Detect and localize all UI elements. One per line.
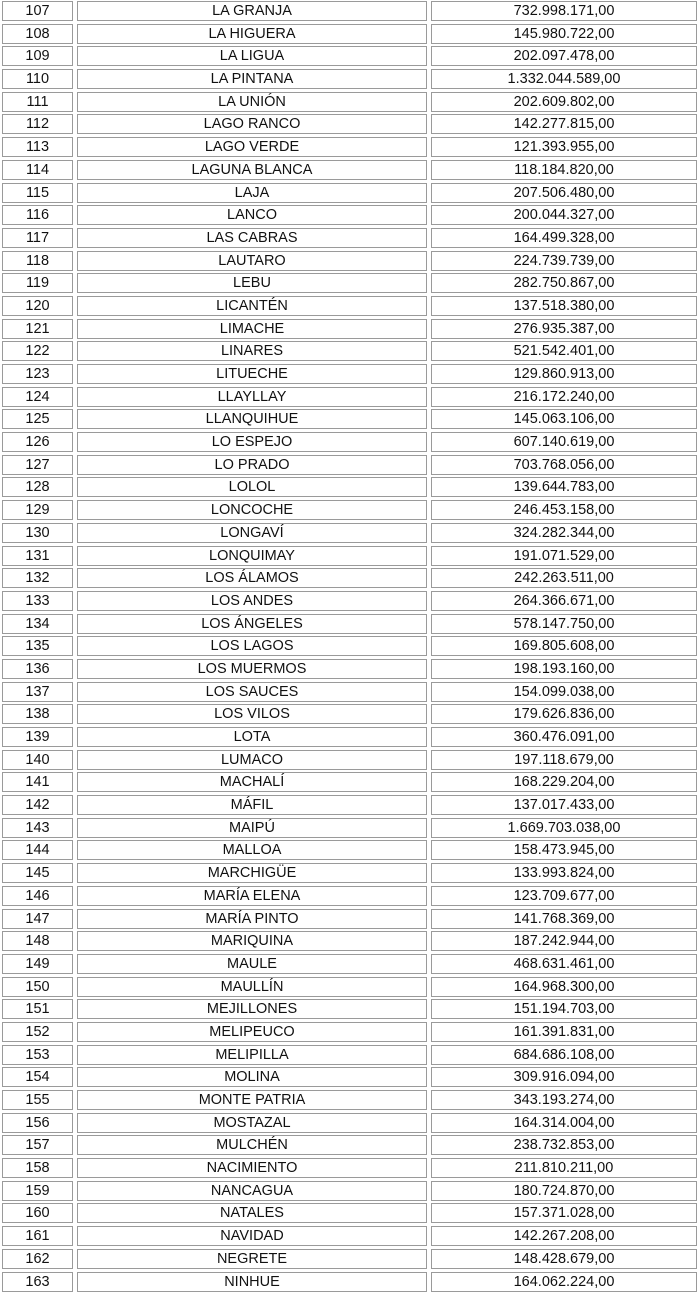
commune-name: LAGO RANCO (77, 114, 427, 134)
commune-name: LOS ÁNGELES (77, 614, 427, 634)
commune-name: MOLINA (77, 1067, 427, 1087)
row-number: 155 (2, 1090, 73, 1110)
table-row (0, 658, 700, 681)
table-row (0, 91, 700, 114)
table-row (0, 340, 700, 363)
row-number: 107 (2, 1, 73, 21)
amount-value: 468.631.461,00 (431, 954, 697, 974)
commune-name: LAUTARO (77, 251, 427, 271)
commune-name: LOS ANDES (77, 591, 427, 611)
table-row (0, 68, 700, 91)
row-number: 127 (2, 455, 73, 475)
table-row (0, 499, 700, 522)
row-number: 115 (2, 183, 73, 203)
amount-value: 578.147.750,00 (431, 614, 697, 634)
row-number: 110 (2, 69, 73, 89)
table-row (0, 749, 700, 772)
amount-value: 148.428.679,00 (431, 1249, 697, 1269)
commune-name: LEBU (77, 273, 427, 293)
commune-name: NAVIDAD (77, 1226, 427, 1246)
table-row (0, 136, 700, 159)
row-number: 108 (2, 24, 73, 44)
amount-value: 282.750.867,00 (431, 273, 697, 293)
commune-name: MARIQUINA (77, 931, 427, 951)
amount-value: 684.686.108,00 (431, 1045, 697, 1065)
amount-value: 139.644.783,00 (431, 477, 697, 497)
table-row (0, 930, 700, 953)
row-number: 141 (2, 772, 73, 792)
amount-value: 202.097.478,00 (431, 46, 697, 66)
commune-name: MARCHIGÜE (77, 863, 427, 883)
row-number: 142 (2, 795, 73, 815)
row-number: 152 (2, 1022, 73, 1042)
row-number: 117 (2, 228, 73, 248)
commune-name: LITUECHE (77, 364, 427, 384)
table-row (0, 998, 700, 1021)
commune-name: LO PRADO (77, 455, 427, 475)
amount-value: 161.391.831,00 (431, 1022, 697, 1042)
table-row (0, 1180, 700, 1203)
table-row (0, 1225, 700, 1248)
commune-name: LAS CABRAS (77, 228, 427, 248)
amount-value: 242.263.511,00 (431, 568, 697, 588)
commune-name: NANCAGUA (77, 1181, 427, 1201)
table-row (0, 908, 700, 931)
table-row (0, 1021, 700, 1044)
amount-value: 198.193.160,00 (431, 659, 697, 679)
row-number: 157 (2, 1135, 73, 1155)
row-number: 136 (2, 659, 73, 679)
row-number: 153 (2, 1045, 73, 1065)
table-row (0, 839, 700, 862)
amount-value: 246.453.158,00 (431, 500, 697, 520)
commune-name: LA HIGUERA (77, 24, 427, 44)
row-number: 131 (2, 546, 73, 566)
table-row (0, 1044, 700, 1067)
amount-value: 118.184.820,00 (431, 160, 697, 180)
row-number: 122 (2, 341, 73, 361)
row-number: 128 (2, 477, 73, 497)
table-row (0, 885, 700, 908)
table-row (0, 295, 700, 318)
amount-value: 360.476.091,00 (431, 727, 697, 747)
row-number: 162 (2, 1249, 73, 1269)
table-row (0, 159, 700, 182)
table-row (0, 545, 700, 568)
row-number: 133 (2, 591, 73, 611)
commune-name: MELIPILLA (77, 1045, 427, 1065)
amount-value: 142.267.208,00 (431, 1226, 697, 1246)
table-row (0, 681, 700, 704)
table-row (0, 590, 700, 613)
amount-value: 238.732.853,00 (431, 1135, 697, 1155)
table-row (0, 976, 700, 999)
table-row (0, 250, 700, 273)
amount-value: 169.805.608,00 (431, 636, 697, 656)
table-row (0, 272, 700, 295)
amount-value: 521.542.401,00 (431, 341, 697, 361)
amount-value: 164.499.328,00 (431, 228, 697, 248)
amount-value: 133.993.824,00 (431, 863, 697, 883)
row-number: 126 (2, 432, 73, 452)
row-number: 156 (2, 1113, 73, 1133)
commune-name: MAIPÚ (77, 818, 427, 838)
amount-value: 607.140.619,00 (431, 432, 697, 452)
commune-name: LONCOCHE (77, 500, 427, 520)
row-number: 134 (2, 614, 73, 634)
commune-name: MAULLÍN (77, 977, 427, 997)
commune-name: LANCO (77, 205, 427, 225)
commune-name: LOS SAUCES (77, 682, 427, 702)
table-row (0, 953, 700, 976)
commune-name: LOS VILOS (77, 704, 427, 724)
commune-name: LOTA (77, 727, 427, 747)
commune-name: LOS ÁLAMOS (77, 568, 427, 588)
commune-name: LAGUNA BLANCA (77, 160, 427, 180)
commune-name: LOS MUERMOS (77, 659, 427, 679)
amount-value: 324.282.344,00 (431, 523, 697, 543)
row-number: 118 (2, 251, 73, 271)
table-row (0, 204, 700, 227)
commune-name: LIMACHE (77, 319, 427, 339)
table-row (0, 0, 700, 23)
table-row (0, 1157, 700, 1180)
row-number: 123 (2, 364, 73, 384)
amount-value: 137.518.380,00 (431, 296, 697, 316)
row-number: 139 (2, 727, 73, 747)
table-row (0, 113, 700, 136)
row-number: 147 (2, 909, 73, 929)
table-row (0, 817, 700, 840)
table-row (0, 522, 700, 545)
table-row (0, 227, 700, 250)
amount-value: 191.071.529,00 (431, 546, 697, 566)
row-number: 160 (2, 1203, 73, 1223)
commune-name: LOLOL (77, 477, 427, 497)
row-number: 151 (2, 999, 73, 1019)
commune-name: LONGAVÍ (77, 523, 427, 543)
commune-name: MOSTAZAL (77, 1113, 427, 1133)
amount-value: 197.118.679,00 (431, 750, 697, 770)
table-row (0, 386, 700, 409)
table-row (0, 862, 700, 885)
commune-name: LA UNIÓN (77, 92, 427, 112)
commune-name: LA GRANJA (77, 1, 427, 21)
amount-value: 224.739.739,00 (431, 251, 697, 271)
table-row (0, 45, 700, 68)
commune-name: MARÍA PINTO (77, 909, 427, 929)
commune-name: MACHALÍ (77, 772, 427, 792)
table-row (0, 1202, 700, 1225)
amount-value: 145.980.722,00 (431, 24, 697, 44)
amount-value: 129.860.913,00 (431, 364, 697, 384)
amount-value: 276.935.387,00 (431, 319, 697, 339)
table-row (0, 726, 700, 749)
row-number: 129 (2, 500, 73, 520)
table-row (0, 1134, 700, 1157)
row-number: 114 (2, 160, 73, 180)
amount-value: 121.393.955,00 (431, 137, 697, 157)
row-number: 119 (2, 273, 73, 293)
commune-name: LAGO VERDE (77, 137, 427, 157)
row-number: 130 (2, 523, 73, 543)
table-row (0, 476, 700, 499)
table-row (0, 23, 700, 46)
row-number: 161 (2, 1226, 73, 1246)
table-row (0, 1248, 700, 1271)
commune-name: NACIMIENTO (77, 1158, 427, 1178)
table-row (0, 1271, 700, 1293)
amount-value: 187.242.944,00 (431, 931, 697, 951)
row-number: 144 (2, 840, 73, 860)
row-number: 143 (2, 818, 73, 838)
amount-value: 164.062.224,00 (431, 1272, 697, 1292)
amount-value: 164.968.300,00 (431, 977, 697, 997)
row-number: 116 (2, 205, 73, 225)
row-number: 149 (2, 954, 73, 974)
commune-name: LUMACO (77, 750, 427, 770)
row-number: 121 (2, 319, 73, 339)
row-number: 145 (2, 863, 73, 883)
table-row (0, 635, 700, 658)
row-number: 112 (2, 114, 73, 134)
table-row (0, 363, 700, 386)
row-number: 138 (2, 704, 73, 724)
amount-value: 158.473.945,00 (431, 840, 697, 860)
amount-value: 137.017.433,00 (431, 795, 697, 815)
row-number: 163 (2, 1272, 73, 1292)
commune-name: LA PINTANA (77, 69, 427, 89)
commune-name: MONTE PATRIA (77, 1090, 427, 1110)
amount-value: 703.768.056,00 (431, 455, 697, 475)
amount-value: 216.172.240,00 (431, 387, 697, 407)
amount-value: 343.193.274,00 (431, 1090, 697, 1110)
row-number: 148 (2, 931, 73, 951)
commune-name: MALLOA (77, 840, 427, 860)
amount-value: 211.810.211,00 (431, 1158, 697, 1178)
row-number: 111 (2, 92, 73, 112)
amount-value: 142.277.815,00 (431, 114, 697, 134)
table-row (0, 408, 700, 431)
row-number: 113 (2, 137, 73, 157)
amount-value: 732.998.171,00 (431, 1, 697, 21)
table-row (0, 1066, 700, 1089)
amount-value: 154.099.038,00 (431, 682, 697, 702)
commune-name: LAJA (77, 183, 427, 203)
commune-name: MAULE (77, 954, 427, 974)
amount-value: 200.044.327,00 (431, 205, 697, 225)
commune-name: MÁFIL (77, 795, 427, 815)
amount-value: 309.916.094,00 (431, 1067, 697, 1087)
commune-name: LO ESPEJO (77, 432, 427, 452)
table-row (0, 182, 700, 205)
commune-name: LLAYLLAY (77, 387, 427, 407)
table-row (0, 613, 700, 636)
row-number: 120 (2, 296, 73, 316)
commune-name: LICANTÉN (77, 296, 427, 316)
table-row (0, 1089, 700, 1112)
commune-name: LINARES (77, 341, 427, 361)
commune-name: MEJILLONES (77, 999, 427, 1019)
amount-value: 168.229.204,00 (431, 772, 697, 792)
table-row (0, 1112, 700, 1135)
amount-value: 207.506.480,00 (431, 183, 697, 203)
amount-value: 179.626.836,00 (431, 704, 697, 724)
table-row (0, 318, 700, 341)
amount-value: 202.609.802,00 (431, 92, 697, 112)
amount-value: 164.314.004,00 (431, 1113, 697, 1133)
amount-value: 123.709.677,00 (431, 886, 697, 906)
row-number: 135 (2, 636, 73, 656)
row-number: 137 (2, 682, 73, 702)
commune-name: LA LIGUA (77, 46, 427, 66)
commune-name: MARÍA ELENA (77, 886, 427, 906)
table-row (0, 454, 700, 477)
row-number: 124 (2, 387, 73, 407)
amount-value: 145.063.106,00 (431, 409, 697, 429)
table-row (0, 771, 700, 794)
commune-name: LLANQUIHUE (77, 409, 427, 429)
row-number: 159 (2, 1181, 73, 1201)
row-number: 150 (2, 977, 73, 997)
amount-value: 141.768.369,00 (431, 909, 697, 929)
amount-value: 157.371.028,00 (431, 1203, 697, 1223)
amount-value: 151.194.703,00 (431, 999, 697, 1019)
row-number: 154 (2, 1067, 73, 1087)
row-number: 125 (2, 409, 73, 429)
table-row (0, 431, 700, 454)
row-number: 146 (2, 886, 73, 906)
table-row (0, 703, 700, 726)
amount-value: 180.724.870,00 (431, 1181, 697, 1201)
row-number: 109 (2, 46, 73, 66)
row-number: 140 (2, 750, 73, 770)
row-number: 158 (2, 1158, 73, 1178)
commune-name: MULCHÉN (77, 1135, 427, 1155)
commune-name: NATALES (77, 1203, 427, 1223)
commune-name: LOS LAGOS (77, 636, 427, 656)
table-row (0, 567, 700, 590)
row-number: 132 (2, 568, 73, 588)
commune-name: NEGRETE (77, 1249, 427, 1269)
commune-name: LONQUIMAY (77, 546, 427, 566)
commune-name: MELIPEUCO (77, 1022, 427, 1042)
amount-value: 1.669.703.038,00 (431, 818, 697, 838)
amount-value: 1.332.044.589,00 (431, 69, 697, 89)
table-row (0, 794, 700, 817)
commune-name: NINHUE (77, 1272, 427, 1292)
amount-value: 264.366.671,00 (431, 591, 697, 611)
